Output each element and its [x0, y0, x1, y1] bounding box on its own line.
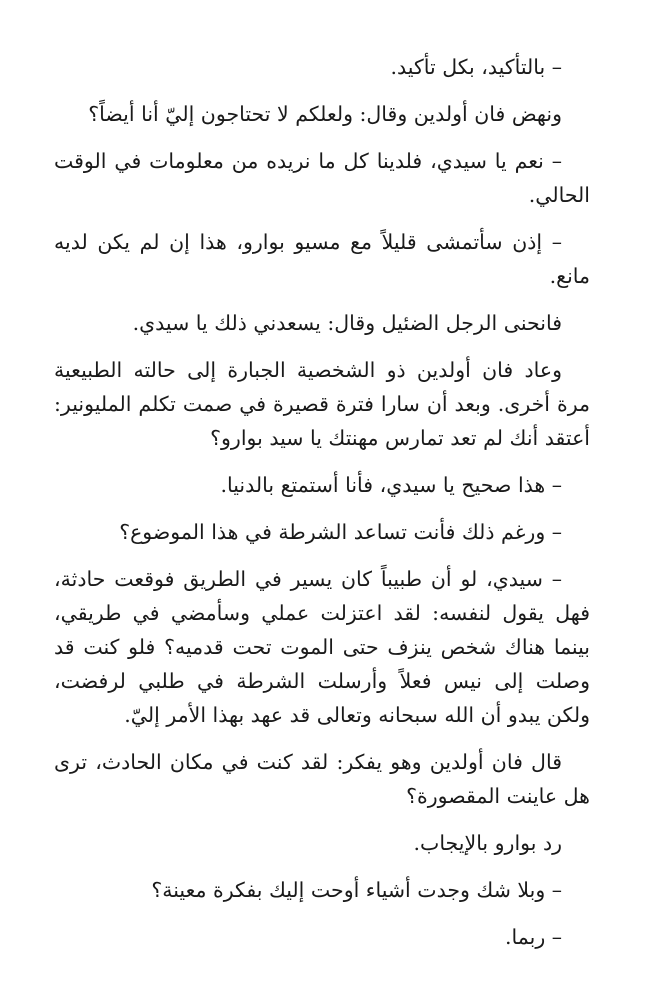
paragraph: – وبلا شك وجدت أشياء أوحت إليك بفكرة معينة؟ [151, 878, 562, 902]
paragraph: رد بوارو بالإيجاب. [413, 831, 562, 855]
paragraph: – نعم يا سيدي، فلدينا كل ما نريده من معلومات في الوقت الحالي. [54, 149, 590, 207]
paragraph: – ورغم ذلك فأنت تساعد الشرطة في هذا الموضوع؟ [119, 520, 562, 544]
paragraph: قال فان أولدين وهو يفكر: لقد كنت في مكان الحادث، ترى هل عاينت المقصورة؟ [54, 750, 590, 808]
paragraph: – إذن سأتمشى قليلاً مع مسيو بوارو، هذا إن لم يكن لديه مانع. [54, 230, 590, 288]
paragraph: – سيدي، لو أن طبيباً كان يسير في الطريق فوقعت حادثة، فهل يقول لنفسه: لقد اعتزلت عملي وسأمضي في طريقي، بينما هناك شخص ينزف حتى الموت تحت قدميه؟ فلو كنت قد وصلت إلى نيس فعلاً وأرسلت الشرطة في طلبي لرفضت، ولكن يبدو أن الله سبحانه وتعالى قد عهد بهذا الأمر إليّ. [54, 567, 590, 727]
paragraph: – بالتأكيد، بكل تأكيد. [390, 55, 562, 79]
paragraph: ونهض فان أولدين وقال: ولعلكم لا تحتاجون إليّ أنا أيضاً؟ [88, 102, 562, 126]
paragraph: وعاد فان أولدين ذو الشخصية الجبارة إلى حالته الطبيعية مرة أخرى. وبعد أن سارا فترة قصيرة في صمت تكلم المليونير: أعتقد أنك لم تعد تمارس مهنتك يا سيد بوارو؟ [54, 358, 590, 450]
paragraph: – ربما. [505, 925, 562, 949]
paragraph: فانحنى الرجل الضئيل وقال: يسعدني ذلك يا سيدي. [132, 311, 562, 335]
paragraph: – هذا صحيح يا سيدي، فأنا أستمتع بالدنيا. [220, 473, 562, 497]
document-page [54, 50, 590, 954]
